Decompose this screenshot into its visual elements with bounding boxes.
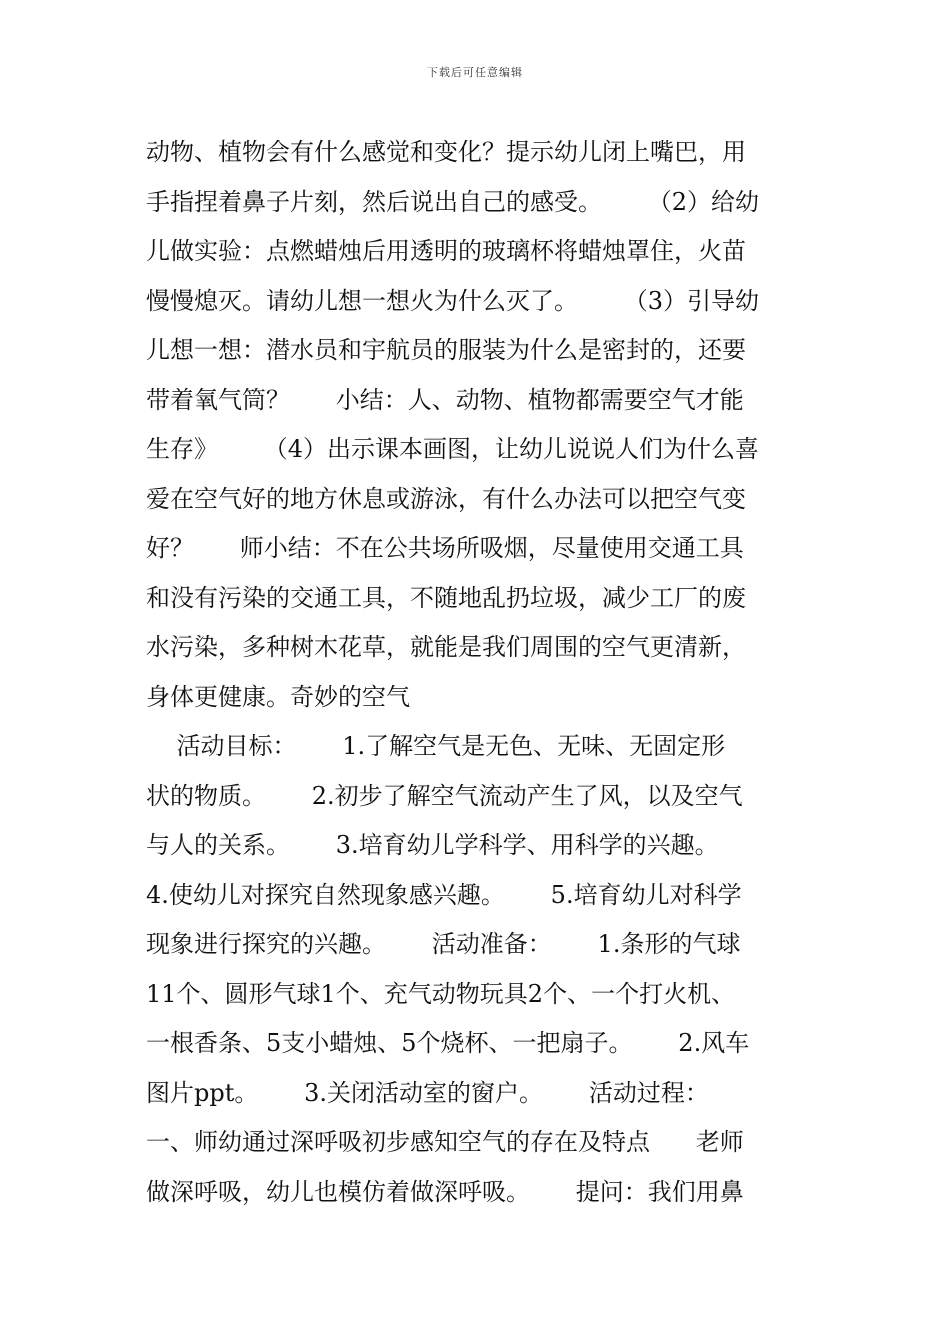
text-line: 图片ppt。 3.关闭活动室的窗户。 活动过程： bbox=[146, 1078, 709, 1107]
text-line: 动物、植物会有什么感觉和变化？提示幼儿闭上嘴巴，用 bbox=[146, 138, 746, 166]
text-line: 爱在空气好的地方休息或游泳，有什么办法可以把空气变 bbox=[146, 484, 746, 513]
text-line: 4.使幼儿对探究自然现象感兴趣。 5.培育幼儿对科学 bbox=[146, 880, 742, 909]
text-line: 身体更健康。奇妙的空气 bbox=[146, 682, 410, 711]
text-line: 现象进行探究的兴趣。 活动准备： 1.条形的气球 bbox=[146, 930, 741, 958]
text-line: 手指捏着鼻子片刻，然后说出自己的感受。 （2）给幼 bbox=[146, 187, 760, 216]
text-line: 水污染，多种树木花草，就能是我们周围的空气更清新， bbox=[146, 633, 746, 661]
page-header: 下载后可任意编辑 bbox=[427, 66, 523, 79]
text-line: 儿做实验：点燃蜡烛后用透明的玻璃杯将蜡烛罩住，火苗 bbox=[146, 237, 746, 265]
text-line: 生存》 （4）出示课本画图，让幼儿说说人们为什么喜 bbox=[146, 435, 760, 463]
document-body bbox=[146, 128, 811, 1217]
text-line: 11个、圆形气球1个、充气动物玩具2个、一个打火机、 bbox=[146, 979, 736, 1008]
text-line: 带着氧气筒？ 小结：人、动物、植物都需要空气才能 bbox=[146, 385, 744, 414]
text-line: 慢慢熄灭。请幼儿想一想火为什么灭了。 （3）引导幼 bbox=[146, 286, 760, 315]
text-line: 做深呼吸，幼儿也模仿着做深呼吸。 提问：我们用鼻 bbox=[146, 1177, 744, 1206]
text-line: 一、师幼通过深呼吸初步感知空气的存在及特点 老师 bbox=[146, 1128, 744, 1156]
text-line: 状的物质。 2.初步了解空气流动产生了风，以及空气 bbox=[146, 781, 743, 810]
text-line: 好？ 师小结：不在公共场所吸烟，尽量使用交通工具 bbox=[146, 534, 744, 562]
text-line: 一根香条、5支小蜡烛、5个烧杯、一把扇子。 2.风车 bbox=[146, 1029, 750, 1057]
text-line: 和没有污染的交通工具，不随地乱扔垃圾，减少工厂的废 bbox=[146, 583, 746, 612]
text-line: 与人的关系。 3.培育幼儿学科学、用科学的兴趣。 bbox=[146, 831, 719, 859]
text-line: 儿想一想：潜水员和宇航员的服装为什么是密封的，还要 bbox=[146, 336, 746, 364]
text-line: 活动目标： 1.了解空气是无色、无味、无固定形 bbox=[146, 732, 726, 760]
